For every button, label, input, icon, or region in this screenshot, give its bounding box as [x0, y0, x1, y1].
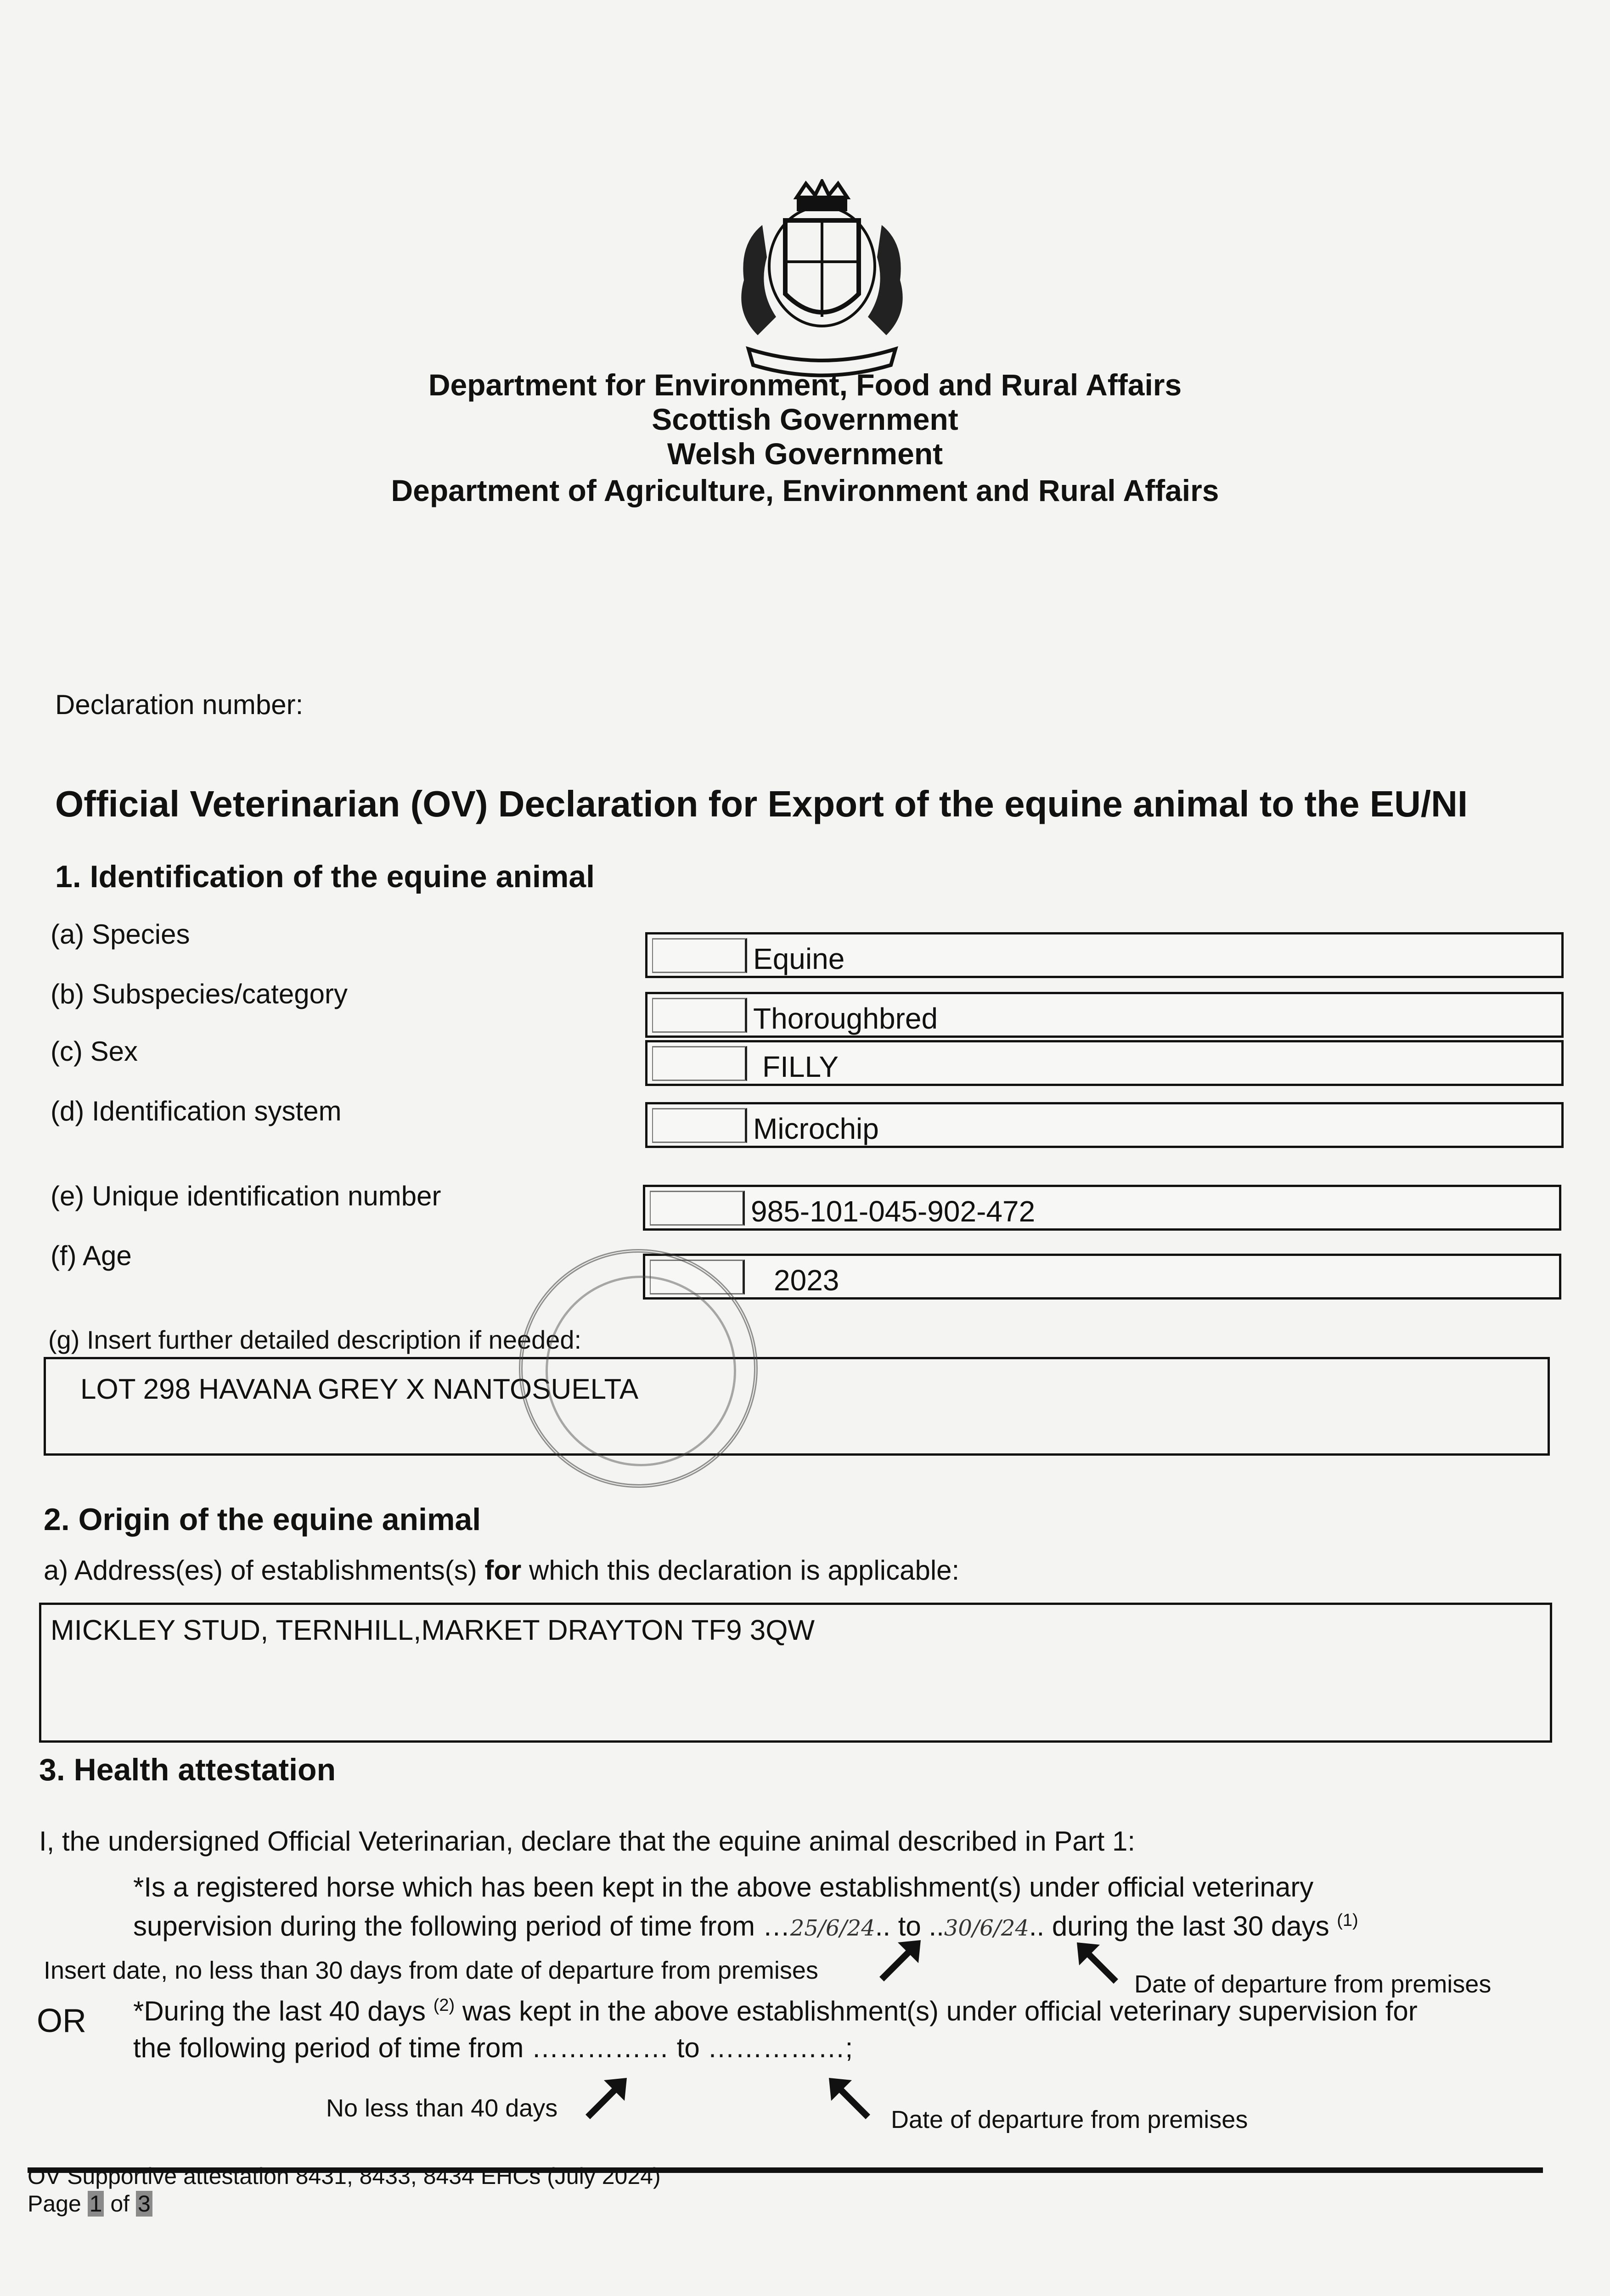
page-current: 1	[88, 2191, 104, 2217]
identification-system-value: Microchip	[753, 1112, 879, 1145]
address-label	[44, 1554, 959, 1586]
option1-to-date: 30/6/24	[944, 1915, 1029, 1941]
species-value: Equine	[753, 942, 845, 975]
note-insert-date: Insert date, no less than 30 days from date of departure from premises	[44, 1957, 818, 1984]
department-welsh-government: Welsh Government	[667, 437, 943, 471]
page-of: of	[104, 2191, 136, 2217]
address-box	[39, 1603, 1552, 1743]
declaration-number-label: Declaration number:	[55, 689, 304, 720]
description-label: (g) Insert further detailed description if needed:	[48, 1325, 582, 1354]
subspecies-field-inner	[652, 998, 747, 1033]
description-value: LOT 298 HAVANA GREY X NANTOSUELTA	[80, 1373, 639, 1405]
unique-id-label: (e) Unique identification number	[51, 1181, 441, 1211]
species-field	[645, 932, 1564, 978]
option2-line1	[133, 1995, 1418, 2027]
section-2-heading: 2. Origin of the equine animal	[44, 1502, 481, 1537]
identification-system-label: (d) Identification system	[51, 1096, 342, 1126]
royal-coat-of-arms-icon	[707, 179, 937, 381]
page-title: Official Veterinarian (OV) Declaration for Export of the equine animal to the EU/NI	[55, 783, 1468, 824]
option1-to-word: to	[890, 1911, 929, 1941]
section-1-heading: 1. Identification of the equine animal	[55, 859, 595, 894]
address-label-post: which this declaration is applicable:	[521, 1555, 960, 1586]
unique-id-field-inner	[650, 1191, 745, 1226]
species-label: (a) Species	[51, 919, 190, 950]
note-no-less-40: No less than 40 days	[326, 2094, 558, 2122]
arrow-up-right-icon	[579, 2071, 634, 2126]
option1-line1: *Is a registered horse which has been kept in the above establishment(s) under official veterinary	[133, 1872, 1314, 1902]
option2-text-post: was kept in the above establishment(s) under official veterinary supervision for	[455, 1996, 1418, 2026]
arrow-up-left-icon	[1070, 1936, 1125, 1991]
option1-text-pre: supervision during the following period of time from	[133, 1911, 763, 1941]
subspecies-label: (b) Subspecies/category	[51, 979, 348, 1009]
department-defra: Department for Environment, Food and Rural Affairs	[428, 368, 1182, 402]
identification-system-field	[645, 1102, 1564, 1148]
age-field	[643, 1254, 1561, 1300]
subspecies-field	[645, 992, 1564, 1038]
official-stamp-inner-ring	[546, 1276, 736, 1466]
species-field-inner	[652, 938, 747, 973]
note-departure-2: Date of departure from premises	[891, 2106, 1248, 2133]
footer-doc-ref: OV Supportive attestation 8431, 8433, 8434 EHCs (July 2024)	[28, 2163, 661, 2189]
department-scottish-government: Scottish Government	[652, 402, 958, 436]
sex-field	[645, 1040, 1564, 1086]
address-label-bold: for	[484, 1555, 522, 1586]
age-label: (f) Age	[51, 1240, 132, 1271]
sex-value: FILLY	[762, 1050, 839, 1083]
unique-id-value: 985-101-045-902-472	[751, 1195, 1036, 1228]
subspecies-value: Thoroughbred	[753, 1002, 938, 1035]
address-value: MICKLEY STUD, TERNHILL,MARKET DRAYTON TF9 3QW	[51, 1615, 815, 1646]
option2-text-pre: *During the last 40 days	[133, 1996, 433, 2026]
page-word: Page	[28, 2191, 88, 2217]
health-intro: I, the undersigned Official Veterinarian, declare that the equine animal described in Part 1:	[39, 1826, 1136, 1857]
section-3-heading: 3. Health attestation	[39, 1752, 336, 1787]
identification-system-field-inner	[652, 1108, 747, 1143]
or-label: OR	[37, 2003, 86, 2039]
option1-from-date: 25/6/24	[790, 1915, 875, 1941]
address-label-pre: a) Address(es) of establishments(s)	[44, 1555, 485, 1586]
official-stamp-icon	[519, 1249, 758, 1488]
age-value: 2023	[774, 1264, 839, 1297]
description-box	[44, 1357, 1550, 1456]
option2-line2: the following period of time from …………… to ……………;	[133, 2032, 853, 2063]
note-departure-1: Date of departure from premises	[1134, 1970, 1492, 1998]
unique-id-field	[643, 1185, 1561, 1231]
option1-line2: supervision during the following period of time from …25/6/24.. to ..30/6/24.. during the last 30 days $^{(1)}$	[133, 1911, 1358, 1941]
sex-field-inner	[652, 1046, 747, 1081]
arrow-up-left-icon	[822, 2071, 877, 2126]
department-daera: Department of Agriculture, Environment and Rural Affairs	[391, 473, 1219, 507]
option1-text-post: during the last 30 days	[1044, 1911, 1337, 1941]
footer-page-number	[28, 2190, 152, 2217]
option1-footnote: (1)	[1337, 1911, 1358, 1930]
option2-footnote: (2)	[433, 1996, 455, 2015]
sex-label: (c) Sex	[51, 1036, 138, 1067]
page-total: 3	[136, 2191, 152, 2217]
arrow-up-right-icon	[873, 1933, 928, 1988]
